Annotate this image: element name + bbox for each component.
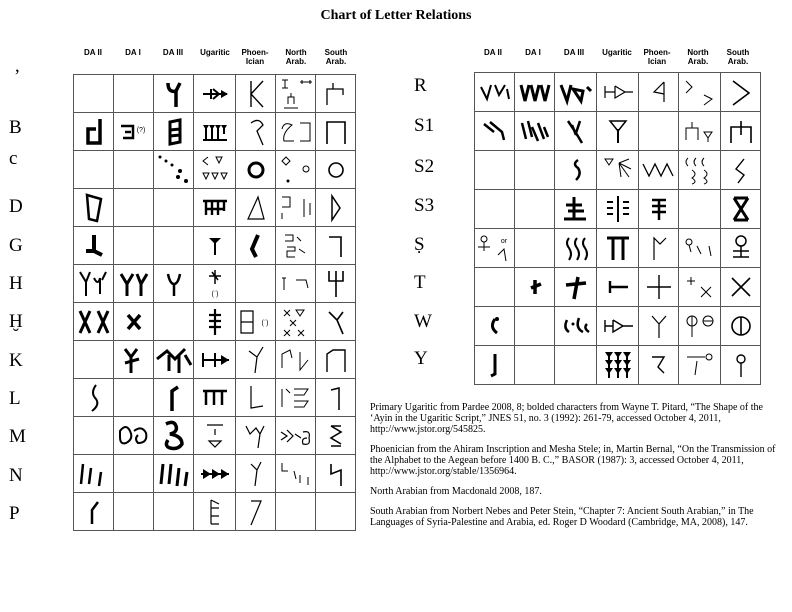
glyph-cell bbox=[316, 493, 356, 531]
glyph-cell bbox=[276, 113, 316, 151]
glyph-cell bbox=[74, 189, 114, 227]
glyph-cell bbox=[316, 341, 356, 379]
glyph-cell bbox=[276, 189, 316, 227]
column-header: Phoen- Ician bbox=[643, 48, 671, 66]
glyph-cell bbox=[721, 151, 761, 190]
glyph-image bbox=[648, 196, 670, 222]
glyph-cell bbox=[721, 346, 761, 385]
glyph-cell bbox=[597, 307, 639, 346]
row-label: S3 bbox=[414, 195, 435, 216]
glyph-cell bbox=[194, 341, 236, 379]
glyph-image bbox=[280, 306, 312, 338]
row-label: c bbox=[9, 148, 18, 169]
glyph-image bbox=[648, 351, 670, 379]
glyph-cell bbox=[74, 113, 114, 151]
column-header: Ugaritic bbox=[200, 48, 230, 57]
note-phoenician: Phoenician from the Ahiram Inscription and Mesha Stele; in, Martin Bernal, “On the Transmission of the Alphabet to the Aegean before 1400 B. C.,” BASOR (1987): 3, accessed October 4, 2011, http://www.jstor.org/stable/1356964. bbox=[370, 444, 776, 477]
glyph-image bbox=[245, 117, 267, 147]
row-label: K bbox=[9, 350, 23, 371]
glyph-image bbox=[281, 231, 311, 261]
glyph-cell bbox=[114, 151, 154, 189]
glyph-cell bbox=[316, 303, 356, 341]
glyph-cell bbox=[194, 75, 236, 113]
glyph-image bbox=[201, 87, 229, 101]
glyph-cell bbox=[276, 227, 316, 265]
row-label: S1 bbox=[414, 115, 435, 136]
glyph-image bbox=[117, 270, 151, 298]
glyph-cell bbox=[236, 341, 276, 379]
glyph-cell bbox=[276, 379, 316, 417]
glyph-cell bbox=[639, 268, 679, 307]
glyph-image bbox=[648, 78, 670, 106]
glyph-cell bbox=[597, 151, 639, 190]
glyph-image bbox=[485, 313, 505, 339]
glyph-image bbox=[323, 346, 349, 374]
column-header: DA II bbox=[484, 48, 502, 57]
glyph-image bbox=[164, 118, 184, 146]
glyph-cell bbox=[74, 303, 114, 341]
glyph-image bbox=[559, 314, 593, 338]
question-mark: (?) bbox=[136, 126, 145, 134]
left-letter-grid bbox=[73, 74, 356, 531]
glyph-cell bbox=[114, 227, 154, 265]
glyph-cell bbox=[475, 307, 515, 346]
column-header: South Arab. bbox=[324, 48, 348, 66]
glyph-cell bbox=[679, 151, 721, 190]
glyph-image bbox=[325, 269, 347, 299]
row-label: R bbox=[414, 75, 427, 96]
glyph-image bbox=[245, 460, 267, 488]
glyph-image bbox=[200, 120, 230, 144]
glyph-image bbox=[566, 156, 586, 184]
glyph-image bbox=[77, 460, 111, 488]
glyph-cell bbox=[114, 493, 154, 531]
glyph-cell bbox=[114, 113, 154, 151]
glyph-image bbox=[160, 420, 188, 452]
glyph-cell bbox=[114, 75, 154, 113]
glyph-image bbox=[203, 421, 227, 451]
glyph-cell bbox=[679, 73, 721, 112]
glyph-cell bbox=[639, 229, 679, 268]
glyph-cell bbox=[114, 417, 154, 455]
glyph-image bbox=[730, 351, 752, 379]
glyph-image bbox=[683, 351, 717, 379]
glyph-image bbox=[124, 311, 144, 333]
glyph-cell bbox=[154, 455, 194, 493]
glyph-image bbox=[200, 268, 230, 300]
glyph-image bbox=[76, 307, 112, 337]
glyph-image bbox=[117, 120, 151, 144]
glyph-cell bbox=[236, 189, 276, 227]
glyph-cell bbox=[721, 73, 761, 112]
glyph-image bbox=[325, 422, 347, 450]
glyph-image bbox=[82, 117, 106, 147]
glyph-cell bbox=[276, 265, 316, 303]
glyph-cell bbox=[236, 455, 276, 493]
glyph-cell bbox=[276, 303, 316, 341]
glyph-image bbox=[681, 234, 719, 262]
glyph-image bbox=[518, 117, 552, 145]
glyph-cell bbox=[555, 268, 597, 307]
glyph-image bbox=[561, 234, 591, 262]
glyph-image bbox=[323, 157, 349, 183]
glyph-cell bbox=[515, 112, 555, 151]
glyph-image bbox=[84, 498, 104, 526]
glyph-image bbox=[683, 273, 717, 301]
glyph-cell bbox=[316, 379, 356, 417]
glyph-image bbox=[245, 79, 267, 109]
row-label: Ṣ bbox=[414, 234, 425, 255]
glyph-cell bbox=[721, 229, 761, 268]
glyph-image bbox=[325, 308, 347, 336]
glyph-cell bbox=[114, 455, 154, 493]
glyph-cell bbox=[475, 346, 515, 385]
glyph-image bbox=[205, 235, 225, 257]
column-header: DA III bbox=[162, 48, 184, 57]
column-header: North Arab. bbox=[285, 48, 307, 66]
glyph-image bbox=[164, 383, 184, 413]
glyph-cell bbox=[679, 268, 721, 307]
glyph-cell bbox=[194, 189, 236, 227]
glyph-cell bbox=[276, 151, 316, 189]
glyph-image bbox=[155, 345, 193, 375]
column-header: DA III bbox=[563, 48, 585, 57]
glyph-image bbox=[200, 155, 230, 185]
row-label: S2 bbox=[414, 156, 435, 177]
glyph-image bbox=[562, 195, 590, 223]
row-label: W bbox=[414, 311, 432, 332]
glyph-cell bbox=[639, 307, 679, 346]
glyph-image bbox=[278, 193, 314, 223]
glyph-cell bbox=[316, 227, 356, 265]
glyph-cell bbox=[475, 268, 515, 307]
glyph-cell bbox=[721, 268, 761, 307]
glyph-image bbox=[199, 466, 231, 482]
glyph-image bbox=[121, 345, 147, 375]
glyph-image bbox=[728, 313, 754, 339]
glyph-image bbox=[278, 274, 314, 294]
glyph-cell bbox=[236, 265, 276, 303]
glyph-image bbox=[162, 79, 186, 109]
glyph-cell bbox=[679, 112, 721, 151]
glyph-cell bbox=[515, 307, 555, 346]
glyph-cell bbox=[194, 493, 236, 531]
glyph-cell bbox=[154, 379, 194, 417]
glyph-image bbox=[82, 233, 106, 259]
glyph-cell bbox=[194, 113, 236, 151]
glyph-image bbox=[244, 195, 268, 221]
column-header: Ugaritic bbox=[602, 48, 632, 57]
glyph-image bbox=[648, 234, 670, 262]
glyph-image bbox=[485, 350, 505, 380]
glyph-image bbox=[730, 194, 752, 224]
glyph-cell bbox=[515, 229, 555, 268]
glyph-image bbox=[648, 312, 670, 340]
glyph-image bbox=[199, 349, 231, 371]
glyph-cell bbox=[475, 229, 515, 268]
right-letter-grid bbox=[474, 72, 761, 385]
glyph-image bbox=[727, 117, 755, 145]
glyph-cell bbox=[597, 346, 639, 385]
row-label: N bbox=[9, 465, 23, 486]
glyph-cell bbox=[236, 493, 276, 531]
glyph-cell bbox=[475, 151, 515, 190]
glyph-cell bbox=[114, 303, 154, 341]
row-label: M bbox=[9, 426, 26, 447]
glyph-cell bbox=[679, 346, 721, 385]
glyph-image bbox=[245, 345, 267, 375]
glyph-cell bbox=[515, 190, 555, 229]
ayin-annotation: (ʿ) bbox=[261, 319, 268, 327]
note-ugaritic: Primary Ugaritic from Pardee 2008, 8; bolded characters from Wayne T. Pitard, “The Shape of the ‘Ayin in the Ugaritic Script,” JNES 51, no. 3 (1992): 261-79, accessed October 4, 2011, http://www.jstor.org/545825. bbox=[370, 402, 763, 435]
glyph-cell bbox=[114, 189, 154, 227]
glyph-cell bbox=[475, 73, 515, 112]
glyph-image bbox=[278, 346, 314, 374]
glyph-cell bbox=[74, 227, 114, 265]
glyph-cell bbox=[597, 229, 639, 268]
glyph-image bbox=[156, 153, 192, 187]
glyph-image bbox=[564, 273, 588, 301]
row-label: H bbox=[9, 273, 23, 294]
glyph-cell bbox=[721, 307, 761, 346]
glyph-image bbox=[244, 422, 268, 450]
glyph-image bbox=[245, 384, 267, 412]
row-label: Ḫ bbox=[9, 311, 23, 332]
row-label: L bbox=[9, 388, 21, 409]
glyph-cell bbox=[475, 112, 515, 151]
glyph-image bbox=[682, 116, 718, 146]
glyph-cell bbox=[194, 379, 236, 417]
glyph-cell bbox=[555, 346, 597, 385]
glyph-cell bbox=[154, 303, 194, 341]
glyph-cell bbox=[74, 75, 114, 113]
row-label: Y bbox=[414, 348, 428, 369]
note-north-arabian: North Arabian from Macdonald 2008, 187. bbox=[370, 486, 542, 497]
glyph-image bbox=[645, 273, 673, 301]
glyph-cell bbox=[74, 341, 114, 379]
glyph-image bbox=[278, 459, 314, 489]
glyph-cell bbox=[154, 189, 194, 227]
glyph-image bbox=[325, 460, 347, 488]
glyph-image bbox=[562, 117, 590, 145]
glyph-cell bbox=[679, 307, 721, 346]
glyph-cell bbox=[276, 417, 316, 455]
row-label: B bbox=[9, 117, 22, 138]
glyph-image bbox=[245, 497, 267, 527]
ayin-annotation: (ʿ) bbox=[211, 290, 218, 298]
glyph-image bbox=[728, 274, 754, 300]
glyph-image bbox=[601, 155, 635, 185]
glyph-cell bbox=[74, 151, 114, 189]
glyph-image bbox=[164, 270, 184, 298]
glyph-image bbox=[606, 117, 630, 145]
glyph-cell bbox=[276, 341, 316, 379]
glyph-cell bbox=[721, 112, 761, 151]
glyph-image bbox=[246, 233, 266, 259]
glyph-cell bbox=[276, 493, 316, 531]
glyph-cell bbox=[555, 190, 597, 229]
glyph-cell bbox=[679, 190, 721, 229]
glyph-cell bbox=[515, 346, 555, 385]
glyph-cell bbox=[515, 73, 555, 112]
glyph-cell bbox=[194, 455, 236, 493]
glyph-cell bbox=[597, 268, 639, 307]
glyph-cell bbox=[639, 151, 679, 190]
row-label: T bbox=[414, 272, 426, 293]
glyph-cell bbox=[316, 113, 356, 151]
glyph-cell bbox=[114, 379, 154, 417]
glyph-image bbox=[76, 268, 112, 300]
glyph-cell bbox=[114, 265, 154, 303]
glyph-image bbox=[278, 119, 314, 145]
glyph-image bbox=[244, 158, 268, 182]
glyph-cell bbox=[639, 112, 679, 151]
glyph-image bbox=[237, 307, 275, 337]
column-header: North Arab. bbox=[687, 48, 709, 66]
glyph-image bbox=[682, 77, 718, 107]
glyph-image bbox=[682, 154, 718, 186]
glyph-cell bbox=[194, 417, 236, 455]
glyph-cell bbox=[597, 112, 639, 151]
column-header: Phoen- Ician bbox=[241, 48, 269, 66]
glyph-image bbox=[517, 79, 553, 105]
glyph-image bbox=[83, 193, 105, 223]
glyph-cell bbox=[154, 265, 194, 303]
column-header: DA I bbox=[525, 48, 541, 57]
glyph-image bbox=[323, 118, 349, 146]
glyph-image bbox=[605, 234, 631, 262]
glyph-cell bbox=[316, 189, 356, 227]
glyph-image bbox=[278, 78, 314, 110]
glyph-cell bbox=[555, 112, 597, 151]
glyph-cell bbox=[194, 151, 236, 189]
glyph-cell bbox=[154, 417, 194, 455]
glyph-cell bbox=[194, 265, 236, 303]
glyph-cell bbox=[236, 75, 276, 113]
glyph-cell bbox=[276, 75, 316, 113]
glyph-image bbox=[477, 79, 513, 105]
glyph-cell bbox=[74, 455, 114, 493]
glyph-image bbox=[278, 385, 314, 411]
glyph-cell bbox=[154, 75, 194, 113]
glyph-cell bbox=[316, 151, 356, 189]
column-header: South Arab. bbox=[726, 48, 750, 66]
glyph-cell bbox=[597, 73, 639, 112]
glyph-cell bbox=[154, 151, 194, 189]
glyph-cell bbox=[236, 417, 276, 455]
glyph-cell bbox=[154, 227, 194, 265]
glyph-cell bbox=[154, 493, 194, 531]
glyph-cell bbox=[276, 455, 316, 493]
glyph-image bbox=[682, 311, 718, 341]
glyph-cell bbox=[555, 307, 597, 346]
glyph-image bbox=[323, 81, 349, 107]
glyph-cell bbox=[679, 229, 721, 268]
glyph-image bbox=[476, 233, 514, 263]
or-annotation: or bbox=[500, 238, 507, 245]
glyph-cell bbox=[236, 379, 276, 417]
glyph-cell bbox=[74, 493, 114, 531]
glyph-cell bbox=[721, 190, 761, 229]
glyph-image bbox=[326, 194, 346, 222]
glyph-image bbox=[325, 384, 347, 412]
glyph-cell bbox=[74, 265, 114, 303]
glyph-image bbox=[200, 387, 230, 409]
row-label: G bbox=[9, 235, 23, 256]
glyph-cell bbox=[475, 190, 515, 229]
glyph-image bbox=[557, 79, 595, 105]
glyph-cell bbox=[316, 455, 356, 493]
column-header: DA II bbox=[84, 48, 102, 57]
glyph-image bbox=[601, 82, 635, 102]
glyph-cell bbox=[194, 227, 236, 265]
glyph-image bbox=[601, 316, 635, 336]
note-south-arabian: South Arabian from Norbert Nebes and Peter Stein, “Chapter 7: Ancient South Arabian,” in The Languages of Syria-Palestine and Arabia, ed. Roger D Woodard (Cambridge, MA, 2008), 147. bbox=[370, 506, 754, 528]
row-label: D bbox=[9, 196, 23, 217]
glyph-cell bbox=[236, 227, 276, 265]
glyph-image bbox=[205, 307, 225, 337]
glyph-image bbox=[157, 460, 191, 488]
glyph-cell bbox=[74, 379, 114, 417]
glyph-cell bbox=[555, 73, 597, 112]
glyph-cell bbox=[114, 341, 154, 379]
glyph-cell bbox=[316, 75, 356, 113]
glyph-image bbox=[641, 160, 677, 180]
glyph-image bbox=[480, 118, 510, 144]
glyph-image bbox=[200, 197, 230, 219]
glyph-cell bbox=[639, 190, 679, 229]
glyph-image bbox=[116, 423, 152, 449]
glyph-image bbox=[729, 77, 753, 107]
glyph-cell bbox=[597, 190, 639, 229]
glyph-image bbox=[729, 233, 753, 263]
glyph-image bbox=[730, 155, 752, 185]
glyph-cell bbox=[316, 265, 356, 303]
glyph-cell bbox=[316, 417, 356, 455]
glyph-cell bbox=[154, 113, 194, 151]
glyph-cell bbox=[194, 303, 236, 341]
glyph-cell bbox=[515, 151, 555, 190]
glyph-image bbox=[606, 277, 630, 297]
glyph-cell bbox=[236, 303, 276, 341]
glyph-image bbox=[603, 350, 633, 380]
row-label: ’ bbox=[14, 66, 21, 87]
glyph-cell bbox=[639, 73, 679, 112]
glyph-image bbox=[325, 233, 347, 259]
glyph-image bbox=[277, 422, 315, 450]
glyph-image bbox=[525, 276, 545, 298]
source-notes bbox=[370, 402, 782, 537]
glyph-cell bbox=[74, 417, 114, 455]
glyph-image bbox=[84, 383, 104, 413]
glyph-cell bbox=[236, 113, 276, 151]
glyph-image bbox=[205, 496, 225, 528]
glyph-image bbox=[603, 194, 633, 224]
row-label: P bbox=[9, 503, 20, 524]
glyph-image bbox=[278, 155, 314, 185]
column-header: DA I bbox=[125, 48, 141, 57]
glyph-cell bbox=[515, 268, 555, 307]
glyph-cell bbox=[236, 151, 276, 189]
glyph-cell bbox=[555, 151, 597, 190]
glyph-cell bbox=[639, 346, 679, 385]
glyph-cell bbox=[154, 341, 194, 379]
glyph-cell bbox=[555, 229, 597, 268]
chart-title: Chart of Letter Relations bbox=[320, 8, 472, 23]
